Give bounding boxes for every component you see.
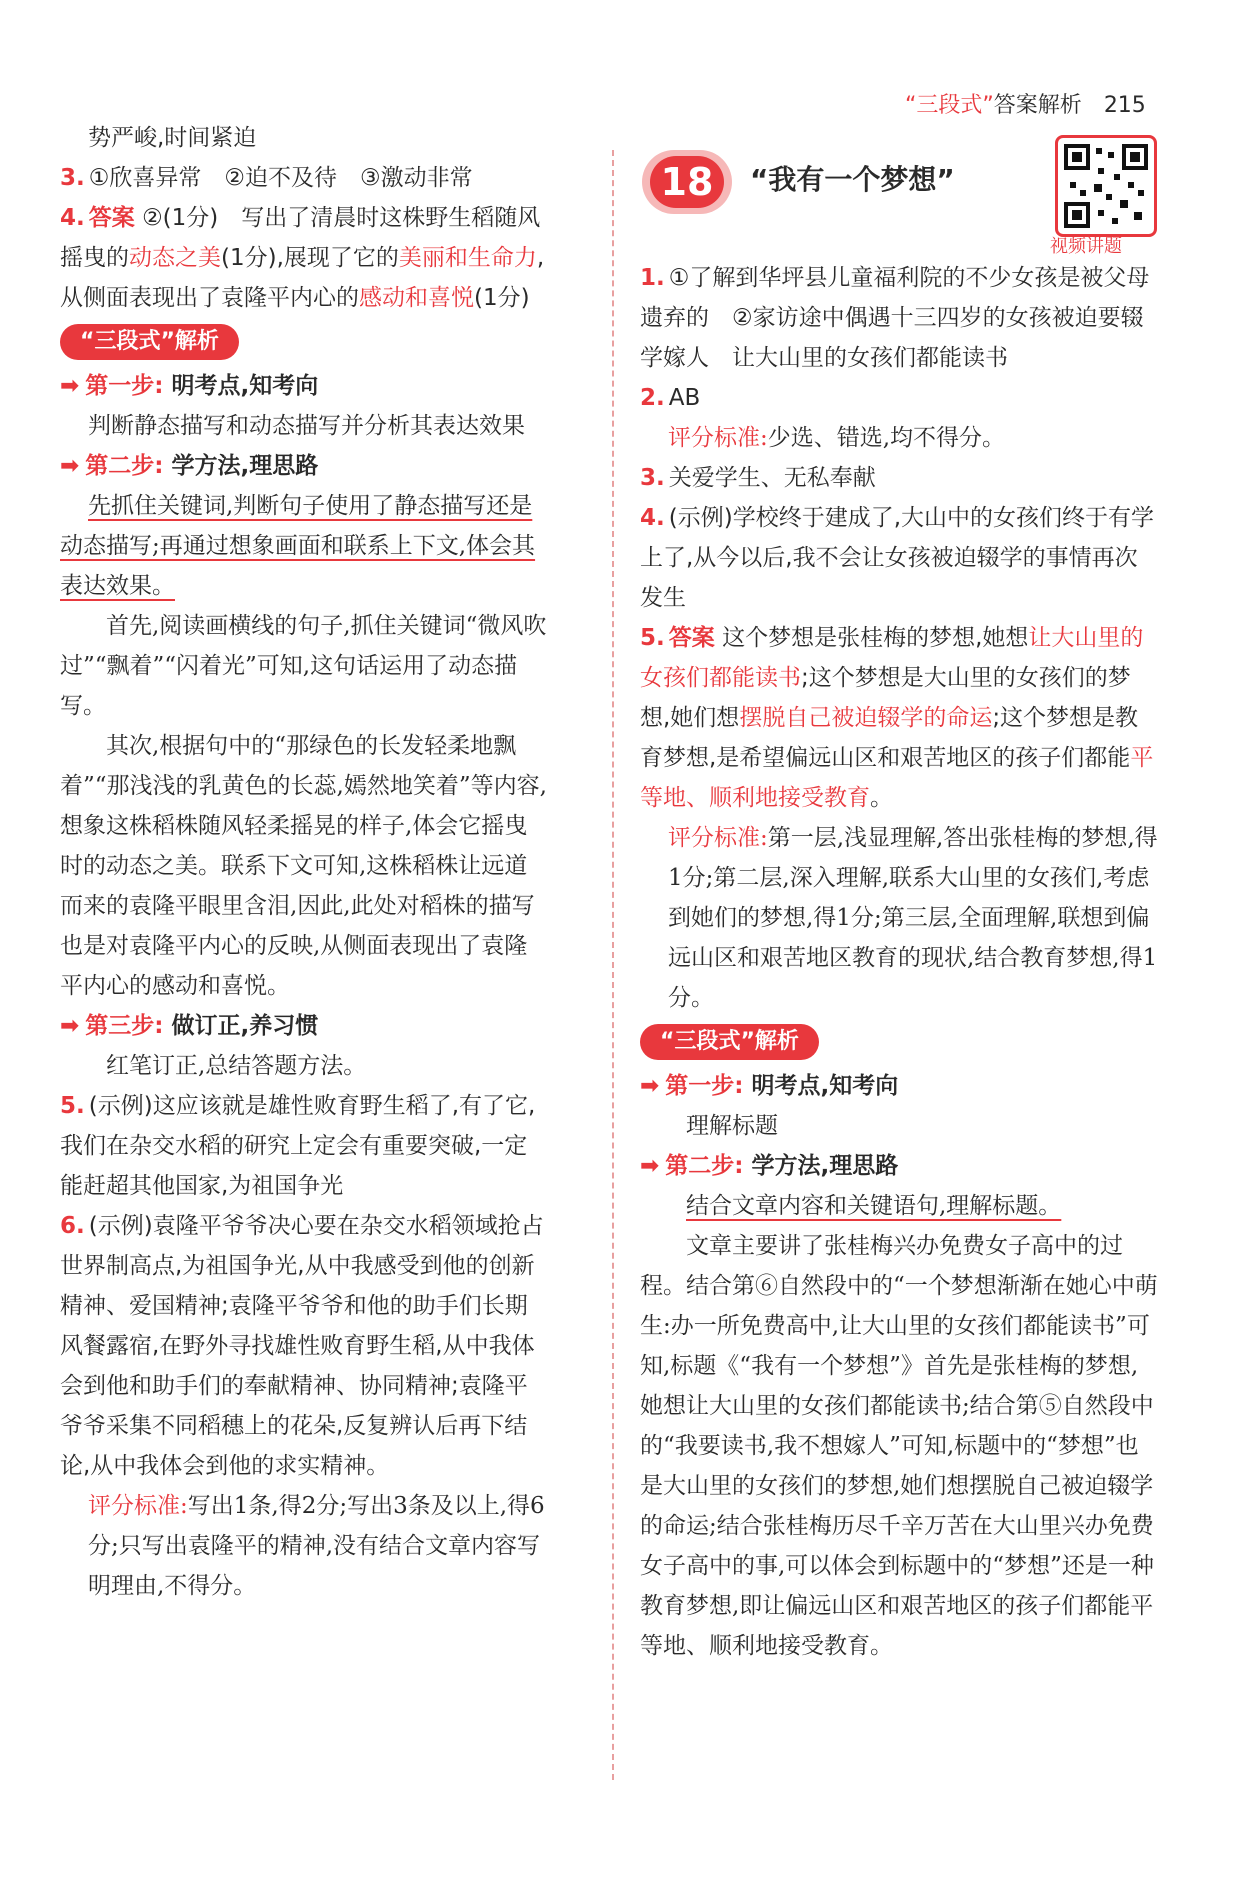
right-q1: 1. ①了解到华坪县儿童福利院的不少女孩是被父母遗弃的 ②家访途中偶遇十三四岁的女孩被迫要辍学嫁人 让大山里的女孩们都能读书 xyxy=(640,265,1150,371)
analysis-pill: “三段式”解析 xyxy=(640,1024,819,1060)
step-3: ➡ 第三步: 做订正,养习惯 xyxy=(60,1013,319,1039)
right-q3: 3. 关爱学生、无私奉献 xyxy=(640,465,876,491)
right-q4: 4. (示例)学校终于建成了,大山中的女孩们终于有学上了,从今以后,我不会让女孩被迫辍学的事情再次发生 xyxy=(640,505,1155,611)
left-column xyxy=(60,118,550,1606)
page-header xyxy=(905,88,1146,119)
left-q3: 3. ①欣喜异常 ②迫不及待 ③激动非常 xyxy=(60,165,473,191)
lesson-title: “我有一个梦想” xyxy=(750,163,955,196)
header-brand: “三段式” xyxy=(905,93,994,118)
left-para-2: 其次,根据句中的“那绿色的长发轻柔地飘着”“那浅浅的乳黄色的长蕊,嫣然地笑着”等内容,想象这株稻株随风轻柔摇晃的样子,体会它摇曳时的动态之美。联系下文可知,这株稻株让远道而来的袁隆平眼里含泪,因此,此处对稻株的描写也是对袁隆平内心的反映,从侧面表现出了袁隆平内心的感动和喜悦。 xyxy=(60,733,547,999)
right-para-1: 文章主要讲了张桂梅兴办免费女子高中的过程。结合第⑥自然段中的“一个梦想渐渐在她心中萌生:办一所免费高中,让大山里的女孩们都能读书”可知,标题《“我有一个梦想”》首先是张桂梅的梦想,她想让大山里的女孩们都能读书;结合第⑤自然段中的“我要读书,我不想嫁人”可知,标题中的“梦想”也是大山里的女孩们的梦想,她们想摆脱自己被迫辍学的命运;结合张桂梅历尽千辛万苦在大山里兴办免费女子高中的事,可以体会到标题中的“梦想”还是一种教育梦想,即让偏远山区和艰苦地区的孩子们都能平等地、顺利地接受教育。 xyxy=(640,1233,1158,1659)
right-q2-score: 评分标准:少选、错选,均不得分。 xyxy=(668,425,1006,451)
page-number: 215 xyxy=(1103,93,1146,118)
step-1: ➡ 第一步: 明考点,知考向 xyxy=(60,373,319,399)
header-label: 答案解析 xyxy=(993,93,1082,118)
lesson-badge: 18 xyxy=(642,150,732,214)
left-score: 评分标准:写出1条,得2分;写出3条及以上,得6分;只写出袁隆平的精神,没有结合文章内容写明理由,不得分。 xyxy=(88,1493,545,1599)
left-continuation: 势严峻,时间紧迫 xyxy=(88,125,257,151)
right-step-1-body: 理解标题 xyxy=(686,1113,778,1139)
right-q5-score: 评分标准:第一层,浅显理解,答出张桂梅的梦想,得1分;第二层,深入理解,联系大山里的女孩们,考虑到她们的梦想,得1分;第三层,全面理解,联想到偏远山区和艰苦地区教育的现状,结合教育梦想,得1分。 xyxy=(668,825,1158,1011)
left-q6: 6. (示例)袁隆平爷爷决心要在杂交水稻领域抢占世界制高点,为祖国争光,从中我感受到他的创新精神、爱国精神;袁隆平爷爷和他的助手们长期风餐露宿,在野外寻找雄性败育野生稻,从中我体会到他和助手们的奉献精神、协同精神;袁隆平爷爷采集不同稻穗上的花朵,反复辨认后再下结论,从中我体会到他的求实精神。 xyxy=(60,1213,544,1479)
qr-code-icon[interactable] xyxy=(1055,135,1157,237)
arrow-icon: ➡ xyxy=(60,453,80,479)
step-2-body: 先抓住关键词,判断句子使用了静态描写还是动态描写;再通过想象画面和联系上下文,体会其表达效果。 xyxy=(60,493,536,599)
right-q5: 5. 答案 这个梦想是张桂梅的梦想,她想让大山里的女孩们都能读书;这个梦想是大山里的女孩们的梦想,她们想摆脱自己被迫辍学的命运;这个梦想是教育梦想,是希望偏远山区和艰苦地区的孩子们都能平等地、顺利地接受教育。 xyxy=(640,625,1154,811)
arrow-icon: ➡ xyxy=(640,1153,660,1179)
arrow-icon: ➡ xyxy=(640,1073,660,1099)
right-column xyxy=(640,258,1160,1666)
analysis-pill: “三段式”解析 xyxy=(60,324,239,360)
right-step-1: ➡ 第一步: 明考点,知考向 xyxy=(640,1073,899,1099)
arrow-icon: ➡ xyxy=(60,1013,80,1039)
right-step-2-body: 结合文章内容和关键语句,理解标题。 xyxy=(686,1193,1062,1219)
left-q5: 5. (示例)这应该就是雄性败育野生稻了,有了它,我们在杂交水稻的研究上定会有重要突破,一定能赶超其他国家,为祖国争光 xyxy=(60,1093,536,1199)
left-q4: 4. 答案 ②(1分) 写出了清晨时这株野生稻随风摇曳的动态之美(1分),展现了它的美丽和生命力,从侧面表现出了袁隆平内心的感动和喜悦(1分) xyxy=(60,205,545,311)
right-step-2: ➡ 第二步: 学方法,理思路 xyxy=(640,1153,899,1179)
step-3-body: 红笔订正,总结答题方法。 xyxy=(106,1053,367,1079)
step-2: ➡ 第二步: 学方法,理思路 xyxy=(60,453,319,479)
arrow-icon: ➡ xyxy=(60,373,80,399)
qr-caption: 视频讲题 xyxy=(1050,236,1122,257)
right-q2: 2. AB xyxy=(640,385,701,411)
step-1-body: 判断静态描写和动态描写并分析其表达效果 xyxy=(88,413,525,439)
column-divider xyxy=(612,150,614,1780)
left-para-1: 首先,阅读画横线的句子,抓住关键词“微风吹过”“飘着”“闪着光”可知,这句话运用了动态描写。 xyxy=(60,613,547,719)
